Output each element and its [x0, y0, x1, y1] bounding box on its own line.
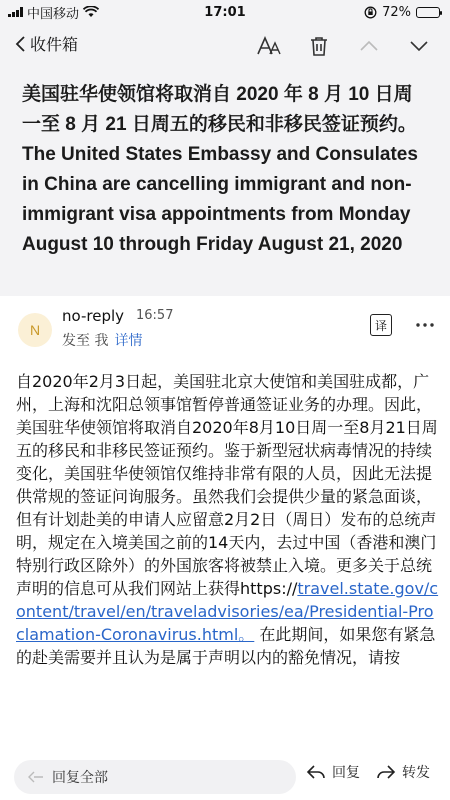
- forward-button[interactable]: [376, 762, 430, 782]
- body-text-continued: 在此期间，如果您有紧急的赴美需要并且认为是属于声明以内的豁免情况，请按: [16, 625, 436, 667]
- translate-button[interactable]: 译: [370, 314, 392, 336]
- reply-all-button[interactable]: [14, 760, 296, 794]
- reply-button[interactable]: [306, 762, 360, 782]
- reply-all-icon: [28, 770, 44, 784]
- carrier-label: 中国移动: [27, 6, 80, 22]
- reply-all-label: 回复全部: [52, 770, 108, 786]
- rotation-lock-icon: [364, 6, 377, 19]
- recipient-line: [62, 330, 142, 350]
- reply-icon: [306, 764, 326, 780]
- url-prefix: https://: [240, 579, 298, 598]
- next-mail-button[interactable]: [406, 33, 432, 59]
- more-options-button[interactable]: [414, 314, 436, 336]
- details-link[interactable]: 详情: [114, 333, 143, 349]
- battery-percent: 72%: [382, 4, 411, 20]
- back-button[interactable]: [14, 32, 78, 55]
- reply-label: 回复: [332, 765, 360, 781]
- more-dots-icon: [416, 323, 434, 327]
- forward-label: 转发: [402, 765, 430, 781]
- mail-body: [16, 370, 440, 669]
- previous-mail-button[interactable]: [356, 33, 382, 59]
- delete-button[interactable]: [306, 33, 332, 59]
- avatar[interactable]: N: [18, 313, 52, 347]
- mail-subject: 美国驻华使领馆将取消自 2020 年 8 月 10 日周一至 8 月 21 日周五的移民和非移民签证预约。The United States Embassy and Consulates in China are cancelling immigrant and non-immigrant visa appointments from Monday August 10 through Friday August 21, 2020: [22, 84, 418, 255]
- body-text-intro: 自2020年2月3日起，美国驻北京大使馆和美国驻成都，广州，上海和沈阳总领事馆暂停普通签证业务的办理。因此，美国驻华使领馆将取消自2020年8月10日周一至8月21日周五的移民和非移民签证预约。鉴于新型冠状病毒情况的持续变化，美国驻华使领馆仅维持非常有限的人员，因此无法提供常规的签证问询服务。虽然我们会提供少量的紧急面谈，但有计划赴美的申请人应留意2月2日（周日）发布的总统声明，规定在入境美国之前的14天内，去过中国（香港和澳门特别行政区除外）的外国旅客将被禁止入境。更多关于总统声明的信息可从我们网站上获得: [16, 372, 438, 598]
- header-area: [0, 24, 450, 296]
- forward-icon: [376, 764, 396, 780]
- sender-name[interactable]: no-reply: [62, 307, 125, 325]
- battery-icon: [416, 7, 440, 18]
- trash-icon: [310, 36, 328, 56]
- bottom-toolbar: [0, 752, 450, 800]
- sent-time: 16:57: [136, 308, 174, 323]
- nav-bar: [0, 24, 450, 68]
- battery-group: [364, 5, 440, 20]
- chevron-left-icon: [14, 35, 26, 53]
- font-size-button[interactable]: [256, 33, 282, 59]
- recipient-label: 发至 我: [62, 333, 109, 349]
- proclamation-link[interactable]: travel.state.gov/content/travel/en/traveladvisories/ea/Presidential-Proclamation-Coronavirus.html。: [16, 579, 439, 644]
- sender-header: [0, 296, 450, 360]
- font-size-icon: [257, 36, 281, 56]
- clock: 17:01: [204, 4, 246, 20]
- status-bar: [0, 0, 450, 24]
- chevron-down-icon: [409, 40, 429, 52]
- chevron-up-icon: [359, 40, 379, 52]
- back-label: 收件箱: [30, 35, 79, 54]
